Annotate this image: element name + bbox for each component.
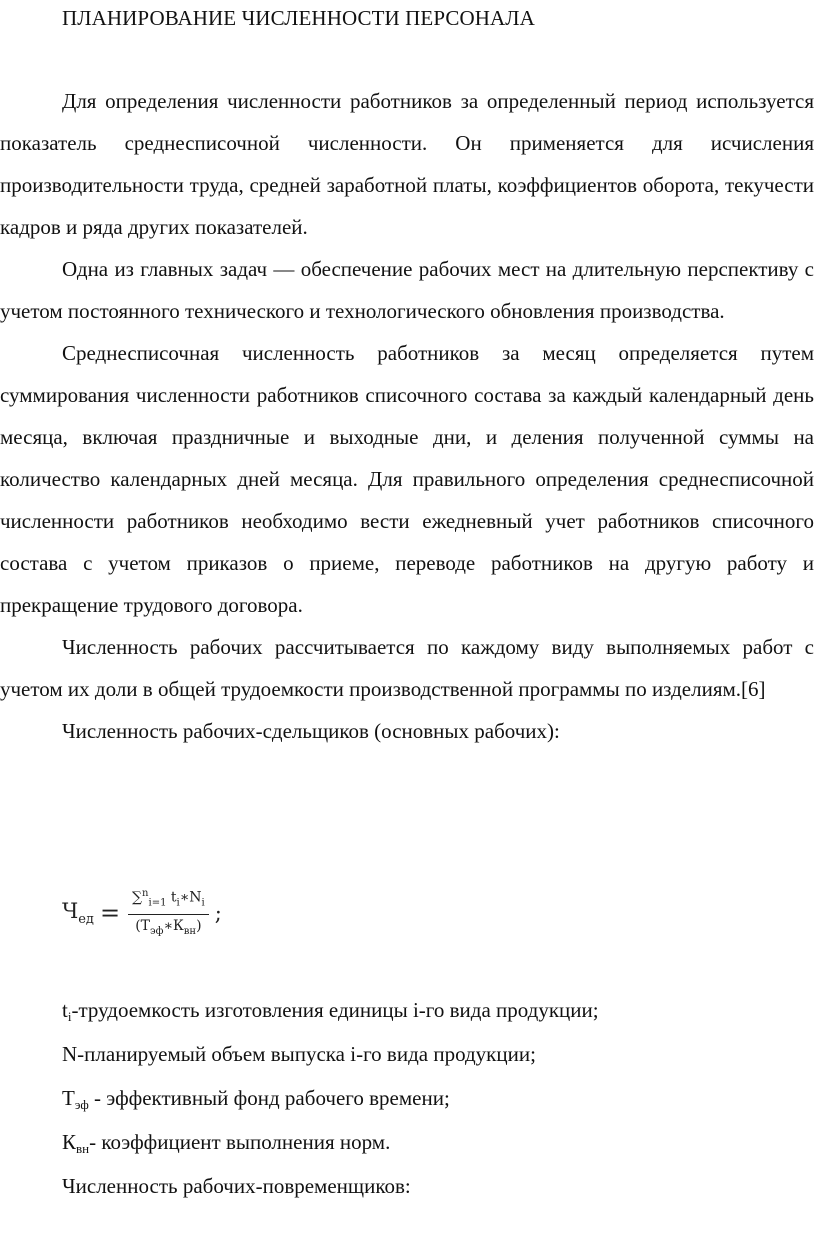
definition-item: $Т_{эф}$ - эффективный фонд рабочего времени; (62, 1086, 450, 1112)
body-text (0, 80, 814, 752)
formula-denominator: $(T_{эф}∗К_{вн})$ (135, 918, 202, 938)
paragraph-1 (0, 80, 814, 248)
definition-item: $t_i$-трудоемкость изготовления единицы i-го вида продукции; (62, 998, 599, 1024)
paragraph-text: Одна из главных задач — обеспечение рабочих мест на длительную перспективу с учетом постоянного технического и технологического обновления производства. (0, 257, 814, 323)
definition-item: $К_{вн}-$ коэффициент выполнения норм. (62, 1130, 391, 1156)
definition-item: N-планируемый объем выпуска i-го вида продукции; (62, 1042, 536, 1066)
closing-line: Численность рабочих-повременщиков: (62, 1174, 411, 1198)
formula-intro: Численность рабочих-сдельщиков (основных рабочих): (62, 719, 560, 743)
formula-terminator: ; (214, 901, 222, 926)
formula-equals: = (99, 899, 121, 928)
formula-numerator: ∑$^n_{i=1}$ $t_i∗N_i$ (128, 886, 209, 915)
paragraph-text: Среднесписочная численность работников за месяц определяется путем суммирования численности работников списочного состава за каждый календарный день месяца, включая праздничные и выходные дни, и деления полученной суммы на количество календарных дней месяца. Для правильного определения среднесписочной численности работников необходимо вести ежедневный учет работников списочного состава с учетом приказов о приеме, переводе работников на другую работу и прекращение трудового договора. (0, 341, 814, 617)
formula-lhs: $Ч_{ед}$ (62, 899, 94, 928)
definitions-list (62, 988, 802, 1208)
paragraph-3 (0, 332, 814, 626)
formula-fraction (128, 886, 209, 940)
paragraph-text: Для определения численности работников за определенный период используется показатель среднесписочной численности. Он применяется для исчисления производительности труда, средней заработной платы, коэффициентов оборота, текучести кадров и ряда других показателей. (0, 89, 814, 239)
paragraph-text: Численность рабочих рассчитывается по каждому виду выполняемых работ с учетом их доли в общей трудоемкости производственной программы по изделиям.[6] (0, 635, 814, 701)
formula (62, 886, 222, 940)
paragraph-2 (0, 248, 814, 332)
page-title: ПЛАНИРОВАНИЕ ЧИСЛЕННОСТИ ПЕРСОНАЛА (62, 6, 535, 30)
paragraph-4 (0, 626, 814, 710)
